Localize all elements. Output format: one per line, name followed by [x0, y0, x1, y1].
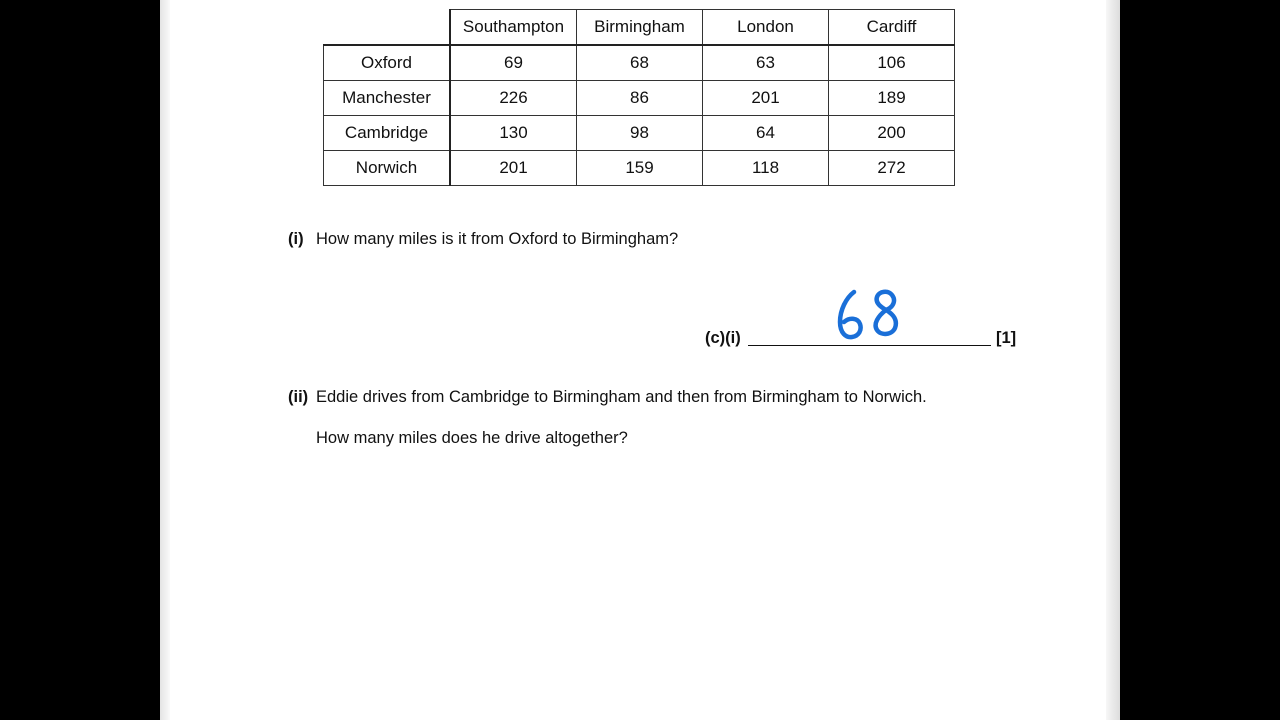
- table-cell: 64: [703, 116, 829, 151]
- table-cell: 86: [577, 81, 703, 116]
- question-i: [288, 230, 678, 249]
- row-header: Oxford: [324, 45, 451, 81]
- column-header: London: [703, 10, 829, 46]
- table-cell: 226: [450, 81, 577, 116]
- table-row: [324, 151, 955, 186]
- table-cell: 200: [829, 116, 955, 151]
- question-number: (ii): [288, 388, 309, 406]
- question-number: (i): [288, 230, 304, 248]
- question-ii: [288, 388, 927, 407]
- question-text: Eddie drives from Cambridge to Birmingham and then from Birmingham to Norwich.: [316, 388, 927, 406]
- table-cell: 69: [450, 45, 577, 81]
- table-cell: 63: [703, 45, 829, 81]
- column-header: Southampton: [450, 10, 577, 46]
- row-header: Norwich: [324, 151, 451, 186]
- mileage-table: [323, 9, 955, 186]
- marks-label: [1]: [996, 329, 1017, 347]
- table-corner-cell: [324, 10, 451, 46]
- table-cell: 189: [829, 81, 955, 116]
- question-text: How many miles is it from Oxford to Birmingham?: [316, 230, 679, 248]
- table-row: [324, 116, 955, 151]
- column-header: Cardiff: [829, 10, 955, 46]
- table-cell: 201: [703, 81, 829, 116]
- page-edge-left: [160, 0, 170, 720]
- table-row: [324, 81, 955, 116]
- answer-line[interactable]: [748, 345, 991, 346]
- table-cell: 201: [450, 151, 577, 186]
- row-header: Cambridge: [324, 116, 451, 151]
- page-edge-right: [1106, 0, 1120, 720]
- answer-label: (c)(i): [705, 329, 741, 347]
- handwritten-answer: [836, 288, 900, 340]
- table-header-row: [324, 10, 955, 46]
- table-cell: 159: [577, 151, 703, 186]
- table-cell: 272: [829, 151, 955, 186]
- table-cell: 68: [577, 45, 703, 81]
- table-cell: 118: [703, 151, 829, 186]
- row-header: Manchester: [324, 81, 451, 116]
- table-cell: 106: [829, 45, 955, 81]
- question-ii-followup: How many miles does he drive altogether?: [316, 429, 628, 447]
- exam-page: [160, 0, 1120, 720]
- table-row: [324, 45, 955, 81]
- table-cell: 98: [577, 116, 703, 151]
- table-cell: 130: [450, 116, 577, 151]
- column-header: Birmingham: [577, 10, 703, 46]
